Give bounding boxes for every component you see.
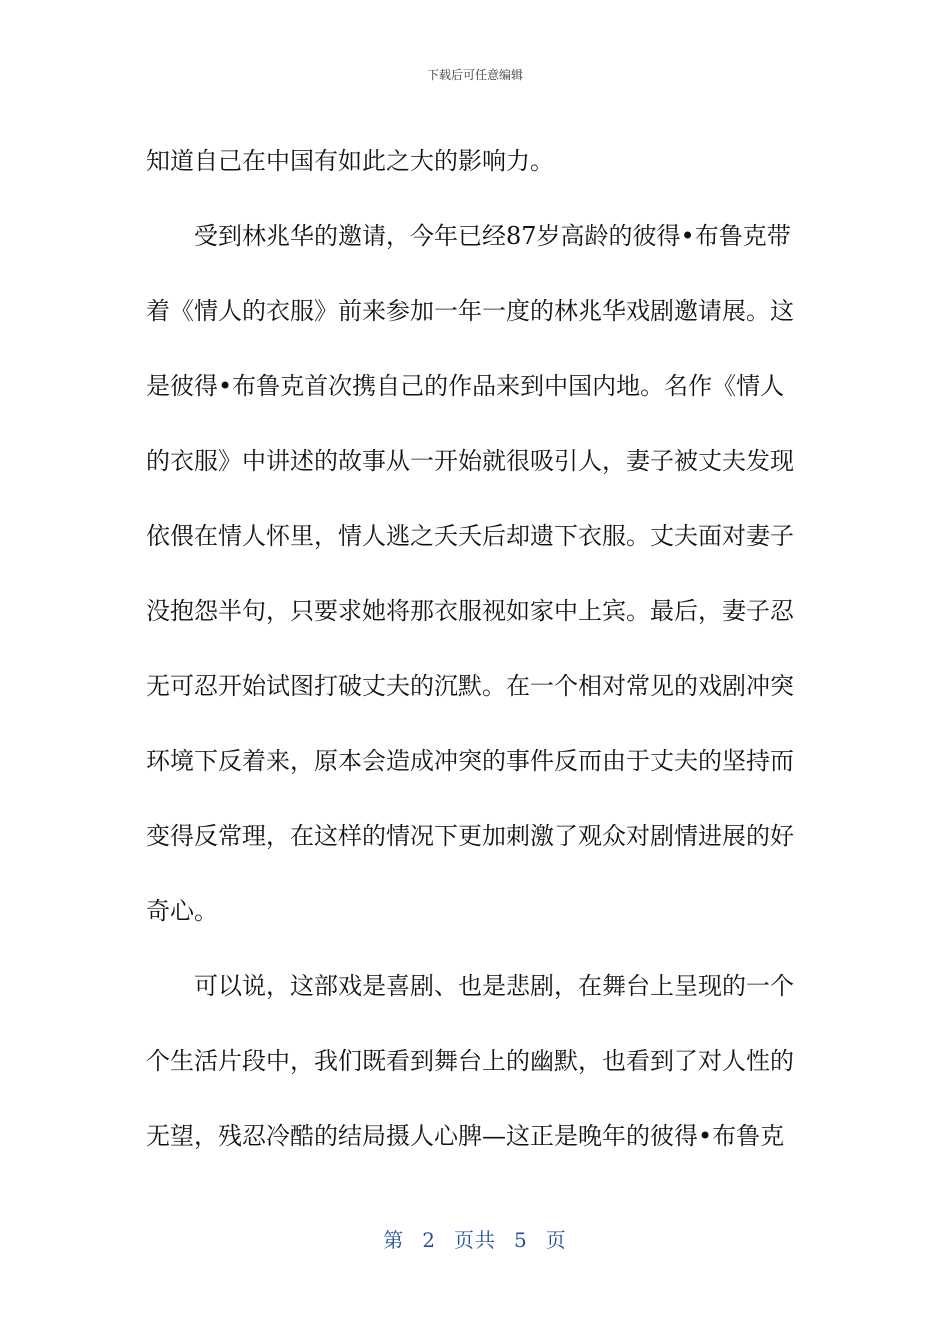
footer-label-end: 页	[545, 1228, 567, 1252]
document-body	[146, 124, 806, 1174]
footer-total-pages: 5	[514, 1228, 528, 1252]
paragraph: 知道自己在中国有如此之大的影响力。	[146, 147, 554, 175]
footer-label-of: 页共	[454, 1228, 496, 1252]
paragraph: 受到林兆华的邀请，今年已经87岁高龄的彼得•布鲁克带着《情人的衣服》前来参加一年一度的林兆华戏剧邀请展。这是彼得•布鲁克首次携自己的作品来到中国内地。名作《情人的衣服》中讲述的故事从一开始就很吸引人，妻子被丈夫发现依偎在情人怀里，情人逃之夭夭后却遗下衣服。丈夫面对妻子没抱怨半句，只要求她将那衣服视如家中上宾。最后，妻子忍无可忍开始试图打破丈夫的沉默。在一个相对常见的戏剧冲突环境下反着来，原本会造成冲突的事件反而由于丈夫的坚持而变得反常理，在这样的情况下更加刺激了观众对剧情进展的好奇心。	[146, 222, 794, 925]
paragraph: 可以说，这部戏是喜剧、也是悲剧，在舞台上呈现的一个个生活片段中，我们既看到舞台上的幽默，也看到了对人性的无望，残忍冷酷的结局摄人心脾—这正是晚年的彼得•布鲁克	[146, 972, 794, 1150]
footer-label-page: 第	[383, 1228, 405, 1252]
footer-current-page: 2	[422, 1228, 436, 1252]
page-footer	[0, 1224, 950, 1253]
page-header-note: 下载后可任意编辑	[426, 68, 523, 82]
